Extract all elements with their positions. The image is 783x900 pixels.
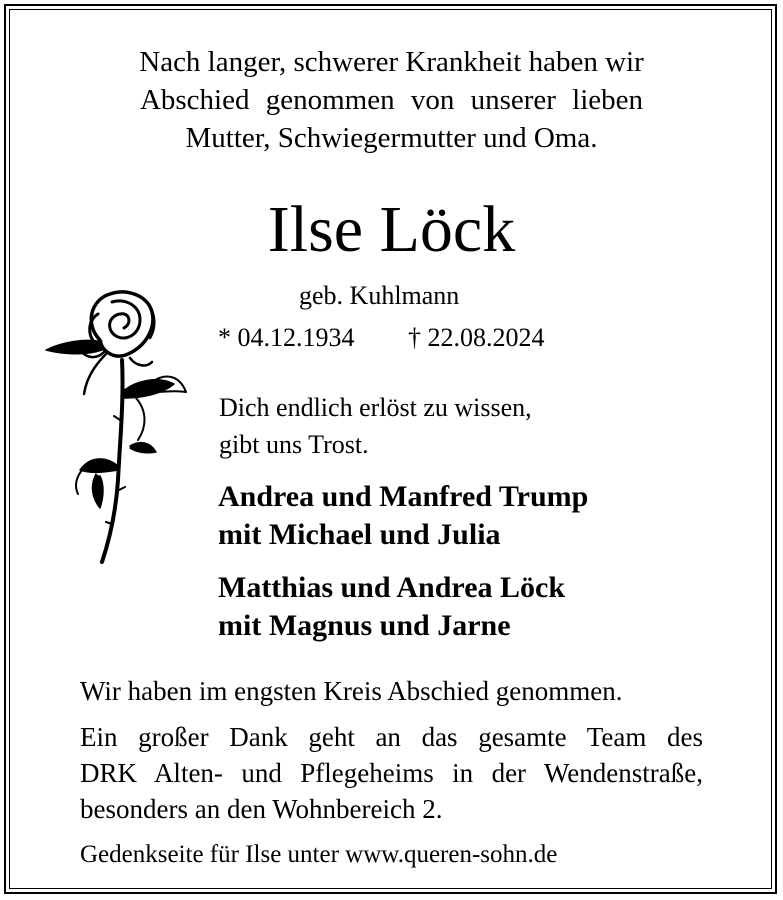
rose-icon: [40, 280, 190, 570]
family-2-line-1: Matthias und Andrea Löck: [218, 571, 566, 604]
death-date: † 22.08.2024: [408, 323, 545, 352]
intro-line-2: Abschied genommen von unserer lieben: [139, 84, 644, 116]
thanks-line-2: DRK Alten- und Pflegeheims in der Wendenstraße,: [80, 758, 703, 788]
quote-line-2: gibt uns Trost.: [219, 430, 369, 459]
family-1-line-1: Andrea und Manfred Trump: [218, 480, 589, 513]
thanks-line-3: besonders an den Wohnbereich 2.: [80, 794, 443, 824]
birth-date: * 04.12.1934: [218, 323, 355, 352]
thanks-line-1: Ein großer Dank geht an das gesamte Team des: [80, 722, 703, 752]
memorial-link-text: Gedenkseite für Ilse unter www.queren-sohn.de: [80, 841, 558, 868]
maiden-name: geb. Kuhlmann: [299, 281, 460, 310]
deceased-name: Ilse Löck: [267, 193, 516, 266]
family-1-line-2: mit Michael und Julia: [218, 518, 501, 551]
farewell-text: Wir haben im engsten Kreis Abschied genommen.: [80, 676, 623, 706]
quote-line-1: Dich endlich erlöst zu wissen,: [219, 393, 532, 422]
intro-line-3: Mutter, Schwiegermutter und Oma.: [185, 122, 598, 154]
family-2-line-2: mit Magnus und Jarne: [218, 609, 511, 642]
intro-line-1: Nach langer, schwerer Krankheit haben wir: [139, 46, 644, 78]
